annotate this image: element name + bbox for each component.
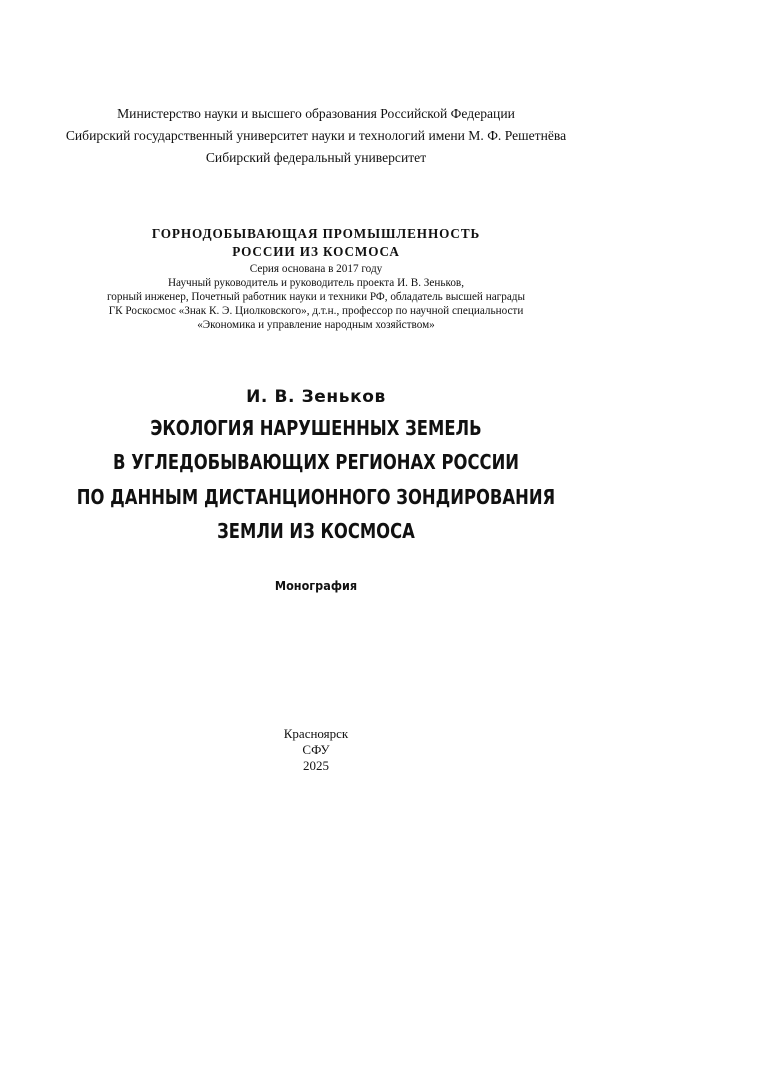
genre-label: Монография	[274, 578, 358, 593]
series-founded: Серия основана в 2017 году	[249, 263, 383, 275]
imprint-publisher: СФУ	[302, 742, 330, 757]
book-title-line-2: В УГЛЕДОБЫВАЮЩИХ РЕГИОНАХ РОССИИ	[112, 450, 520, 474]
series-title-line-1: ГОРНОДОБЫВАЮЩАЯ ПРОМЫШЛЕННОСТЬ	[151, 226, 481, 241]
institution-sibsau: Сибирский государственный университет науки и технологий имени М. Ф. Решетнёва	[65, 128, 567, 143]
imprint-year: 2025	[303, 758, 329, 773]
institution-ministry: Министерство науки и высшего образования Российской Федерации	[117, 106, 515, 121]
series-supervisor-titles: горный инженер, Почетный работник науки и техники РФ, обладатель высшей награды	[106, 291, 526, 303]
book-title-line-4: ЗЕМЛИ ИЗ КОСМОСА	[217, 519, 415, 543]
book-title-line-1: ЭКОЛОГИЯ НАРУШЕННЫХ ЗЕМЕЛЬ	[150, 416, 482, 440]
institution-sfu: Сибирский федеральный университет	[205, 150, 427, 165]
imprint-city: Красноярск	[283, 726, 349, 741]
series-supervisor: Научный руководитель и руководитель проекта И. В. Зеньков,	[167, 277, 465, 289]
book-title-line-3: ПО ДАННЫМ ДИСТАНЦИОННОГО ЗОНДИРОВАНИЯ	[76, 485, 556, 509]
series-title-line-2: РОССИИ ИЗ КОСМОСА	[232, 244, 400, 259]
series-specialty: «Экономика и управление народным хозяйством»	[197, 319, 435, 331]
series-supervisor-award: ГК Роскосмос «Знак К. Э. Циолковского», д.т.н., профессор по научной специальности	[108, 305, 524, 317]
author-name: И. В. Зеньков	[246, 387, 386, 407]
